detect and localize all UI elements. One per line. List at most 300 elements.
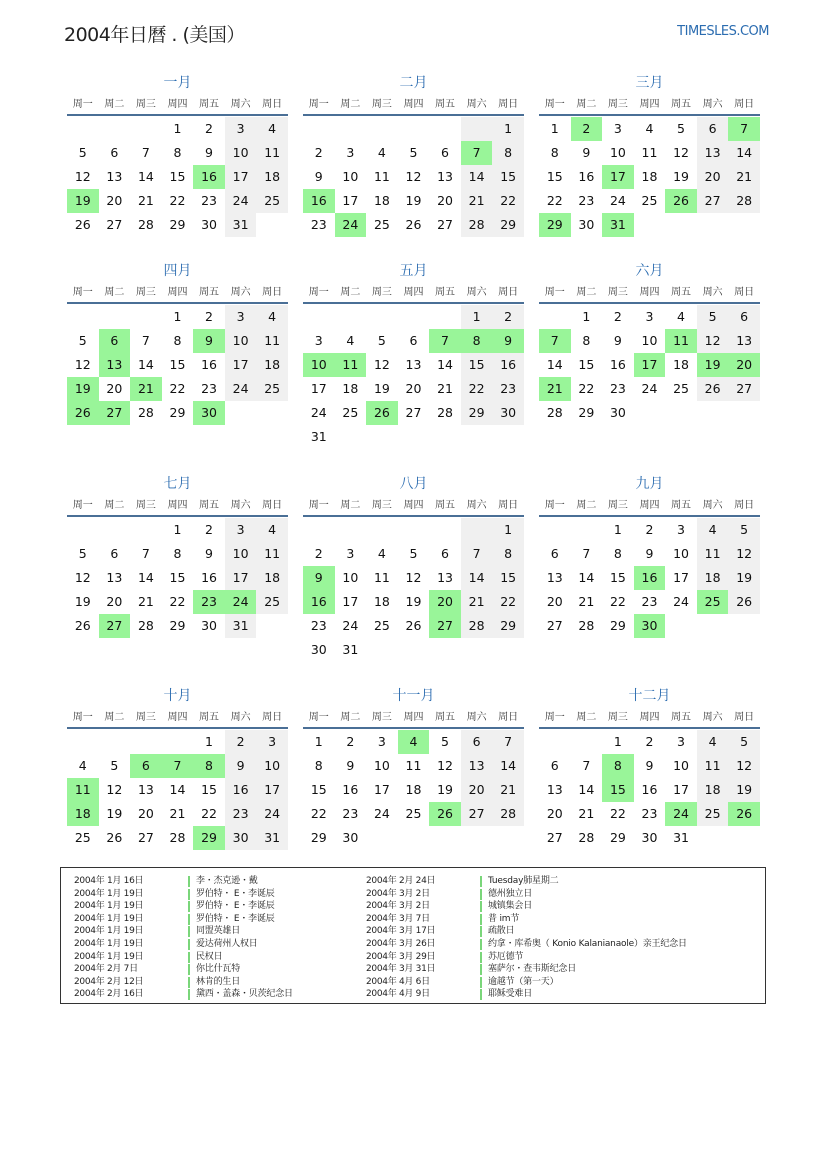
- day-cell: 16: [641, 782, 658, 797]
- weekday-label: 周五: [671, 500, 692, 511]
- day-cell: 6: [110, 546, 119, 561]
- holiday-name: 普 im节: [488, 913, 520, 924]
- day-cell: 4: [677, 309, 685, 324]
- day-cell: 2: [205, 522, 213, 537]
- day-cell: 27: [728, 377, 760, 401]
- day-cell: 13: [728, 329, 760, 353]
- day-cell: 18: [373, 193, 390, 208]
- site-link[interactable]: TIMESLES.COM: [677, 24, 769, 39]
- day-cell: 14: [578, 782, 595, 797]
- empty-cell: [99, 117, 131, 141]
- day-cell: 29: [169, 405, 186, 420]
- day-cell: 7: [728, 117, 760, 141]
- empty-cell: [429, 425, 461, 449]
- day-cell: 27: [546, 618, 563, 633]
- day-cell: 8: [193, 754, 225, 778]
- day-cell: 13: [106, 169, 123, 184]
- day-cell: 4: [256, 518, 288, 542]
- day-cell: 25: [373, 217, 390, 232]
- day-cell: 20: [106, 594, 123, 609]
- day-cell: 19: [67, 189, 99, 213]
- holiday-marker: [480, 952, 482, 963]
- day-cell: 6: [99, 329, 131, 353]
- day-cell: 18: [256, 353, 288, 377]
- day-cell: 28: [492, 802, 524, 826]
- day-grid: [303, 117, 524, 237]
- day-cell: 13: [137, 782, 154, 797]
- day-cell: 21: [578, 594, 595, 609]
- day-cell: 21: [169, 806, 186, 821]
- day-cell: 13: [546, 570, 563, 585]
- day-cell: 15: [492, 165, 524, 189]
- day-cell: 5: [728, 518, 760, 542]
- empty-cell: [429, 638, 461, 662]
- day-cell: 17: [673, 782, 689, 797]
- day-cell: 9: [193, 329, 225, 353]
- day-cell: 10: [342, 169, 359, 184]
- empty-cell: [398, 518, 430, 542]
- day-cell: 8: [173, 546, 182, 561]
- weekday-label: 周五: [671, 287, 692, 298]
- empty-cell: [256, 213, 288, 237]
- day-cell: 5: [78, 546, 87, 561]
- day-cell: 3: [377, 734, 386, 749]
- day-grid: [303, 518, 524, 662]
- day-cell: 5: [697, 305, 729, 329]
- day-cell: 6: [110, 145, 119, 160]
- day-cell: 13: [405, 357, 422, 372]
- holiday-marker: [188, 876, 190, 887]
- weekday-label: 周六: [702, 99, 723, 110]
- month-2: [303, 73, 524, 237]
- empty-cell: [162, 730, 194, 754]
- day-cell: 16: [492, 353, 524, 377]
- day-cell: 2: [314, 145, 323, 160]
- day-cell: 6: [550, 758, 559, 773]
- day-cell: 15: [169, 570, 186, 585]
- day-cell: 21: [461, 590, 493, 614]
- day-cell: 7: [461, 542, 493, 566]
- day-cell: 21: [539, 377, 571, 401]
- day-cell: 23: [193, 590, 225, 614]
- weekday-label: 周三: [135, 500, 156, 511]
- empty-cell: [429, 117, 461, 141]
- month-7: [67, 474, 288, 638]
- day-cell: 11: [665, 329, 697, 353]
- day-cell: 12: [74, 169, 91, 184]
- month-3: [539, 73, 760, 237]
- day-cell: 31: [342, 642, 359, 657]
- empty-cell: [429, 305, 461, 329]
- day-cell: 22: [546, 193, 563, 208]
- empty-cell: [225, 401, 257, 425]
- day-cell: 18: [673, 357, 689, 372]
- month-name: 十月: [163, 688, 192, 704]
- day-cell: 13: [437, 570, 453, 585]
- empty-cell: [256, 401, 288, 425]
- day-cell: 19: [697, 353, 729, 377]
- empty-cell: [539, 305, 571, 329]
- day-cell: 22: [169, 193, 186, 208]
- month-name: 七月: [163, 476, 192, 492]
- weekday-label: 周四: [403, 712, 424, 723]
- day-cell: 24: [641, 381, 658, 396]
- day-cell: 24: [225, 590, 257, 614]
- day-cell: 30: [634, 614, 666, 638]
- day-cell: 22: [310, 806, 327, 821]
- day-cell: 30: [201, 618, 217, 633]
- day-cell: 17: [256, 778, 288, 802]
- holiday-name: 塞萨尔・查韦斯纪念日: [488, 964, 577, 975]
- day-cell: 12: [673, 145, 689, 160]
- holiday-name: 苏厄德节: [488, 951, 524, 962]
- day-cell: 5: [441, 734, 449, 749]
- day-cell: 23: [225, 802, 257, 826]
- day-cell: 19: [373, 381, 390, 396]
- day-cell: 19: [728, 778, 760, 802]
- day-cell: 17: [225, 165, 257, 189]
- weekday-label: 周六: [702, 287, 723, 298]
- empty-cell: [303, 305, 335, 329]
- weekday-label: 周六: [230, 712, 251, 723]
- weekday-label: 周三: [135, 712, 156, 723]
- weekday-label: 周五: [671, 712, 692, 723]
- weekday-label: 周一: [72, 500, 93, 511]
- day-cell: 23: [201, 193, 217, 208]
- day-cell: 20: [137, 806, 154, 821]
- day-cell: 8: [314, 758, 323, 773]
- day-cell: 22: [609, 806, 626, 821]
- weekday-label: 周六: [230, 287, 251, 298]
- day-cell: 24: [225, 189, 257, 213]
- empty-cell: [67, 730, 99, 754]
- holiday-name: 德州独立日: [488, 888, 533, 899]
- holiday-date: 2004年 2月 7日: [74, 964, 138, 975]
- day-cell: 19: [437, 782, 453, 797]
- day-cell: 26: [697, 377, 729, 401]
- day-cell: 17: [342, 594, 359, 609]
- day-cell: 5: [78, 145, 87, 160]
- day-cell: 3: [677, 522, 685, 537]
- day-cell: 10: [303, 353, 335, 377]
- day-cell: 31: [225, 614, 257, 638]
- day-cell: 16: [201, 570, 217, 585]
- weekday-label: 周五: [435, 712, 456, 723]
- empty-cell: [366, 117, 398, 141]
- day-cell: 27: [137, 830, 154, 845]
- day-cell: 17: [634, 353, 666, 377]
- day-cell: 11: [373, 570, 390, 585]
- empty-cell: [99, 305, 131, 329]
- day-cell: 21: [578, 806, 595, 821]
- day-cell: 27: [461, 802, 493, 826]
- holiday-date: 2004年 1月 16日: [74, 876, 144, 886]
- day-cell: 4: [697, 730, 729, 754]
- day-cell: 19: [405, 594, 422, 609]
- day-cell: 15: [461, 353, 493, 377]
- day-cell: 5: [110, 758, 119, 773]
- day-cell: 21: [137, 193, 154, 208]
- holiday-name: 你比什瓦特: [196, 964, 241, 975]
- day-cell: 11: [256, 329, 288, 353]
- holiday-name: 罗伯特・ E・李诞辰: [196, 888, 275, 899]
- weekday-header: [67, 284, 288, 304]
- day-cell: 29: [578, 405, 595, 420]
- day-cell: 11: [256, 542, 288, 566]
- month-name: 五月: [399, 263, 428, 279]
- holiday-name: 疏散日: [488, 926, 515, 937]
- weekday-label: 周五: [671, 99, 692, 110]
- day-cell: 16: [201, 357, 217, 372]
- day-cell: 21: [130, 377, 162, 401]
- day-cell: 16: [225, 778, 257, 802]
- empty-cell: [99, 518, 131, 542]
- empty-cell: [130, 730, 162, 754]
- weekday-label: 周四: [167, 712, 188, 723]
- day-cell: 26: [429, 802, 461, 826]
- empty-cell: [492, 826, 524, 850]
- weekday-label: 周三: [371, 712, 392, 723]
- day-cell: 8: [550, 145, 559, 160]
- day-cell: 14: [169, 782, 186, 797]
- empty-cell: [728, 401, 760, 425]
- day-cell: 4: [377, 546, 386, 561]
- weekday-label: 周一: [544, 99, 565, 110]
- day-cell: 8: [492, 542, 524, 566]
- holiday-date: 2004年 1月 19日: [74, 901, 144, 912]
- day-cell: 27: [429, 614, 461, 638]
- day-cell: 1: [173, 121, 182, 136]
- day-cell: 19: [405, 193, 422, 208]
- day-cell: 4: [256, 117, 288, 141]
- day-cell: 3: [225, 305, 257, 329]
- day-cell: 29: [310, 830, 327, 845]
- day-cell: 8: [461, 329, 493, 353]
- empty-cell: [99, 730, 131, 754]
- day-cell: 18: [697, 566, 729, 590]
- day-cell: 31: [310, 429, 327, 444]
- empty-cell: [398, 826, 430, 850]
- day-cell: 14: [546, 357, 563, 372]
- day-cell: 1: [173, 522, 182, 537]
- day-cell: 17: [673, 570, 689, 585]
- day-cell: 27: [99, 614, 131, 638]
- weekday-label: 周二: [340, 712, 361, 723]
- holiday-name: Tuesday肺星期二: [488, 876, 559, 886]
- holiday-marker: [480, 926, 482, 937]
- empty-cell: [67, 117, 99, 141]
- empty-cell: [461, 826, 493, 850]
- day-cell: 2: [346, 734, 355, 749]
- weekday-header: [539, 96, 760, 116]
- day-cell: 13: [437, 169, 453, 184]
- page-title: 2004年日曆 . (美国）: [64, 24, 245, 46]
- day-cell: 19: [74, 594, 91, 609]
- weekday-header: [67, 497, 288, 517]
- day-cell: 12: [74, 570, 91, 585]
- day-cell: 12: [728, 754, 760, 778]
- weekday-label: 周一: [308, 712, 329, 723]
- weekday-label: 周五: [199, 712, 220, 723]
- day-cell: 16: [193, 165, 225, 189]
- day-cell: 20: [429, 590, 461, 614]
- day-cell: 12: [437, 758, 453, 773]
- month-6: [539, 261, 760, 425]
- day-grid: [67, 305, 288, 425]
- day-grid: [539, 518, 760, 638]
- weekday-label: 周四: [639, 287, 660, 298]
- weekday-label: 周五: [435, 500, 456, 511]
- day-cell: 22: [461, 377, 493, 401]
- weekday-label: 周三: [135, 99, 156, 110]
- day-cell: 10: [225, 141, 257, 165]
- day-cell: 21: [437, 381, 453, 396]
- holiday-marker: [480, 876, 482, 887]
- month-name: 八月: [399, 476, 428, 492]
- holiday-date: 2004年 2月 12日: [74, 976, 144, 987]
- day-cell: 25: [74, 830, 91, 845]
- weekday-label: 周日: [498, 287, 519, 298]
- day-cell: 18: [697, 778, 729, 802]
- weekday-label: 周一: [308, 287, 329, 298]
- day-cell: 24: [342, 618, 359, 633]
- empty-cell: [398, 117, 430, 141]
- day-grid: [539, 730, 760, 850]
- day-cell: 15: [546, 169, 563, 184]
- day-cell: 12: [405, 570, 422, 585]
- day-cell: 28: [578, 830, 595, 845]
- empty-cell: [303, 117, 335, 141]
- day-cell: 7: [492, 730, 524, 754]
- weekday-label: 周六: [702, 500, 723, 511]
- day-cell: 6: [697, 117, 729, 141]
- day-grid: [67, 730, 288, 850]
- day-grid: [67, 117, 288, 237]
- holiday-marker: [188, 964, 190, 975]
- holiday-name: 民权日: [196, 951, 223, 962]
- day-cell: 11: [256, 141, 288, 165]
- day-cell: 21: [492, 778, 524, 802]
- day-cell: 9: [613, 333, 622, 348]
- day-cell: 15: [169, 169, 186, 184]
- day-grid: [303, 730, 524, 850]
- day-cell: 1: [205, 734, 213, 749]
- day-cell: 20: [461, 778, 493, 802]
- day-cell: 26: [74, 217, 91, 232]
- month-9: [539, 474, 760, 638]
- weekday-label: 周四: [167, 500, 188, 511]
- day-cell: 19: [106, 806, 123, 821]
- day-cell: 3: [256, 730, 288, 754]
- day-cell: 3: [346, 546, 355, 561]
- day-cell: 18: [256, 566, 288, 590]
- day-cell: 30: [578, 217, 595, 232]
- day-cell: 24: [256, 802, 288, 826]
- empty-cell: [571, 518, 603, 542]
- holiday-name: 城镇集会日: [488, 901, 533, 912]
- day-cell: 2: [645, 522, 654, 537]
- weekday-header: [67, 96, 288, 116]
- day-cell: 14: [461, 566, 493, 590]
- day-cell: 30: [193, 401, 225, 425]
- weekday-label: 周三: [607, 99, 628, 110]
- holiday-date: 2004年 3月 29日: [366, 951, 436, 962]
- empty-cell: [571, 730, 603, 754]
- day-cell: 16: [303, 189, 335, 213]
- day-cell: 9: [205, 145, 213, 160]
- empty-cell: [728, 213, 760, 237]
- day-cell: 21: [461, 189, 493, 213]
- weekday-label: 周二: [576, 99, 597, 110]
- holiday-marker: [188, 939, 190, 950]
- holiday-marker: [480, 901, 482, 912]
- empty-cell: [461, 117, 493, 141]
- day-cell: 24: [373, 806, 390, 821]
- weekday-label: 周四: [403, 99, 424, 110]
- day-cell: 30: [641, 830, 658, 845]
- day-grid: [539, 117, 760, 237]
- day-cell: 8: [613, 546, 622, 561]
- day-cell: 25: [697, 590, 729, 614]
- weekday-label: 周三: [607, 712, 628, 723]
- holiday-date: 2004年 1月 19日: [74, 913, 144, 924]
- day-cell: 18: [405, 782, 422, 797]
- day-cell: 1: [613, 522, 622, 537]
- day-cell: 28: [437, 405, 453, 420]
- weekday-label: 周一: [72, 712, 93, 723]
- day-cell: 17: [342, 193, 359, 208]
- day-cell: 28: [169, 830, 186, 845]
- holiday-date: 2004年 3月 2日: [366, 901, 430, 912]
- day-cell: 20: [546, 594, 563, 609]
- day-cell: 2: [205, 121, 213, 136]
- holiday-date: 2004年 1月 19日: [74, 888, 144, 899]
- empty-cell: [335, 425, 367, 449]
- day-cell: 2: [613, 309, 622, 324]
- day-cell: 16: [609, 357, 626, 372]
- holiday-date: 2004年 3月 17日: [366, 926, 436, 937]
- day-cell: 8: [173, 145, 182, 160]
- day-cell: 27: [99, 401, 131, 425]
- day-cell: 24: [609, 193, 626, 208]
- day-cell: 14: [137, 570, 154, 585]
- day-cell: 7: [141, 333, 150, 348]
- holiday-date: 2004年 1月 19日: [74, 938, 144, 949]
- day-cell: 25: [373, 618, 390, 633]
- day-cell: 7: [539, 329, 571, 353]
- empty-cell: [366, 425, 398, 449]
- day-cell: 6: [441, 546, 449, 561]
- day-cell: 2: [205, 309, 213, 324]
- empty-cell: [429, 518, 461, 542]
- weekday-label: 周三: [135, 287, 156, 298]
- day-cell: 10: [609, 145, 626, 160]
- holiday-marker: [480, 977, 482, 988]
- day-cell: 16: [303, 590, 335, 614]
- holiday-marker: [480, 964, 482, 975]
- month-12: [539, 686, 760, 850]
- day-cell: 11: [335, 353, 367, 377]
- day-cell: 9: [645, 546, 654, 561]
- weekday-label: 周二: [576, 287, 597, 298]
- day-cell: 12: [106, 782, 123, 797]
- day-cell: 29: [609, 830, 626, 845]
- day-cell: 24: [665, 802, 697, 826]
- holiday-name: 约拿・库希奥（ Konio Kalanianaole）亲王纪念日: [488, 938, 687, 949]
- weekday-label: 周日: [498, 712, 519, 723]
- day-cell: 5: [728, 730, 760, 754]
- weekday-header: [67, 709, 288, 729]
